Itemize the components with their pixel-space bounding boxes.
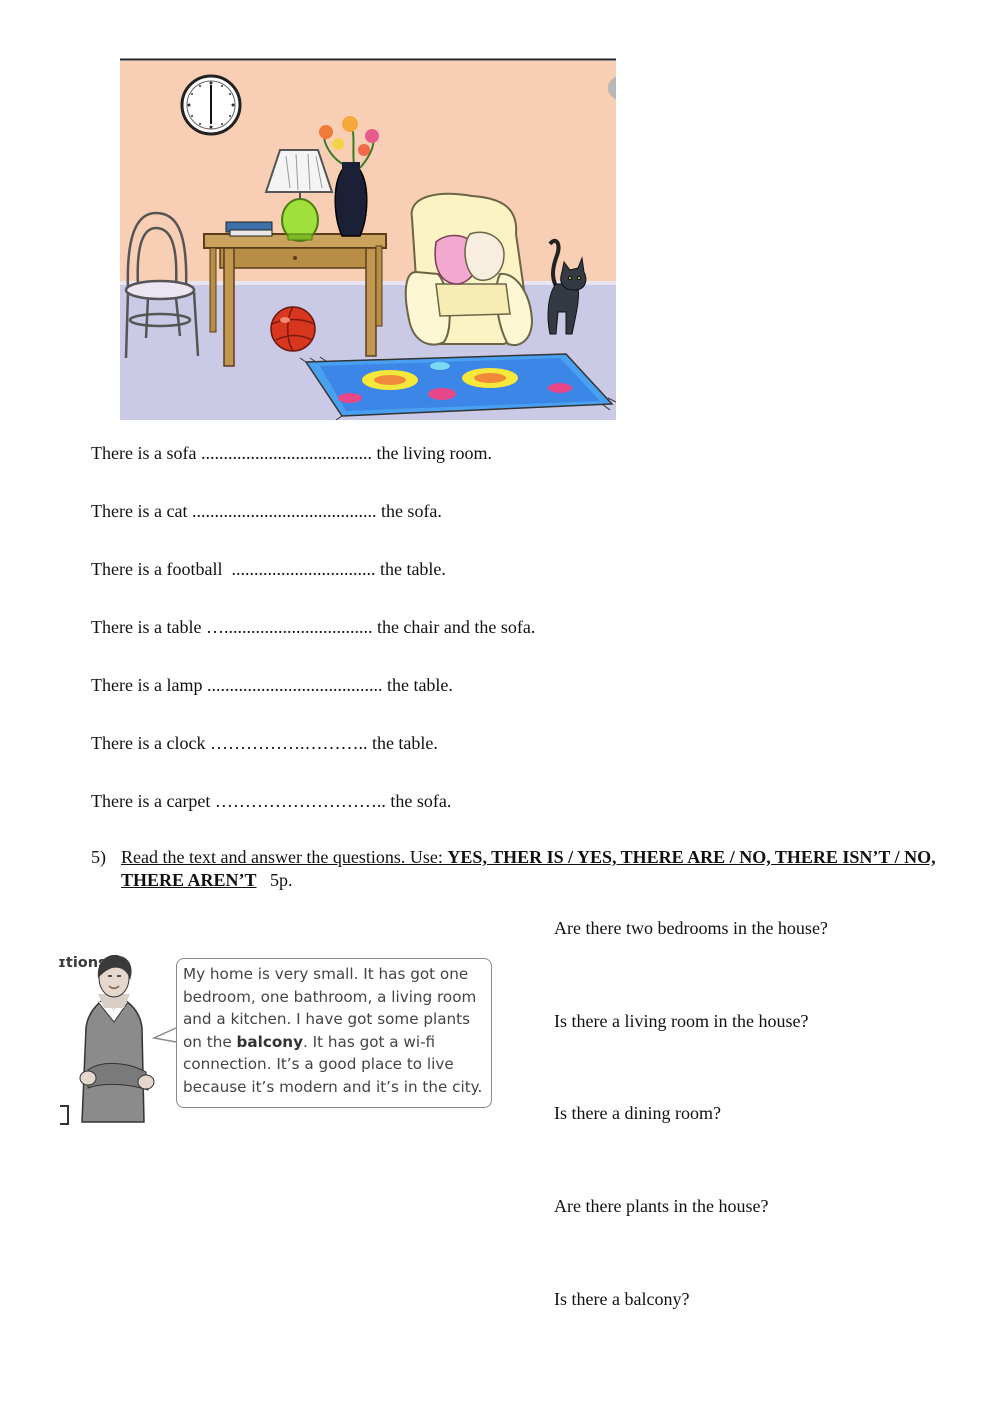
task-points: 5p. [270, 870, 293, 890]
question-5: Is there a balcony? [554, 1289, 690, 1309]
sentence-4: There is a table …................................. the chair and the sofa. [91, 617, 536, 637]
question-2: Is there a living room in the house? [554, 1011, 809, 1031]
instruction-text: Read the text and answer the questions. Use: [121, 847, 448, 867]
sentence-6: There is a clock …………….……….. the table. [91, 733, 438, 753]
question-3: Is there a dining room? [554, 1103, 721, 1123]
question-4: Are there plants in the house? [554, 1196, 769, 1216]
speech-bubble-text [183, 963, 489, 1099]
question-1: Are there two bedrooms in the house? [554, 918, 828, 938]
speech-text-part-1: My home is very small. It has got one bedroom, one bathroom, a living room and a kitchen. I have got some plants on the [183, 965, 477, 1051]
sofa-icon [406, 194, 532, 345]
woman-icon [80, 955, 154, 1122]
speech-text-bold: balcony [236, 1032, 303, 1051]
task-number: 5) [91, 847, 106, 867]
clock-icon [182, 76, 240, 134]
ball-icon [271, 307, 315, 351]
speech-text-part-2: . It has got a wi-fi connection. It’s a good place to live because it’s modern and it’s in the city. [183, 1032, 483, 1096]
living-room-illustration [120, 58, 616, 420]
instruction-keywords: YES, THER IS / YES, THERE ARE / NO, THERE ISN’T / NO, THERE AREN’T [121, 847, 936, 890]
task-5-instruction [91, 846, 941, 892]
sentence-1: There is a sofa ...................................... the living room. [91, 443, 492, 463]
sentence-3: There is a football ................................ the table. [91, 559, 446, 579]
sentence-7: There is a carpet ……………………….. the sofa. [91, 791, 452, 811]
cropped-heading: ɪtions. [58, 955, 113, 971]
books-icon [226, 222, 272, 236]
sentence-5: There is a lamp ....................................... the table. [91, 675, 453, 695]
sentence-2: There is a cat ......................................... the sofa. [91, 501, 442, 521]
